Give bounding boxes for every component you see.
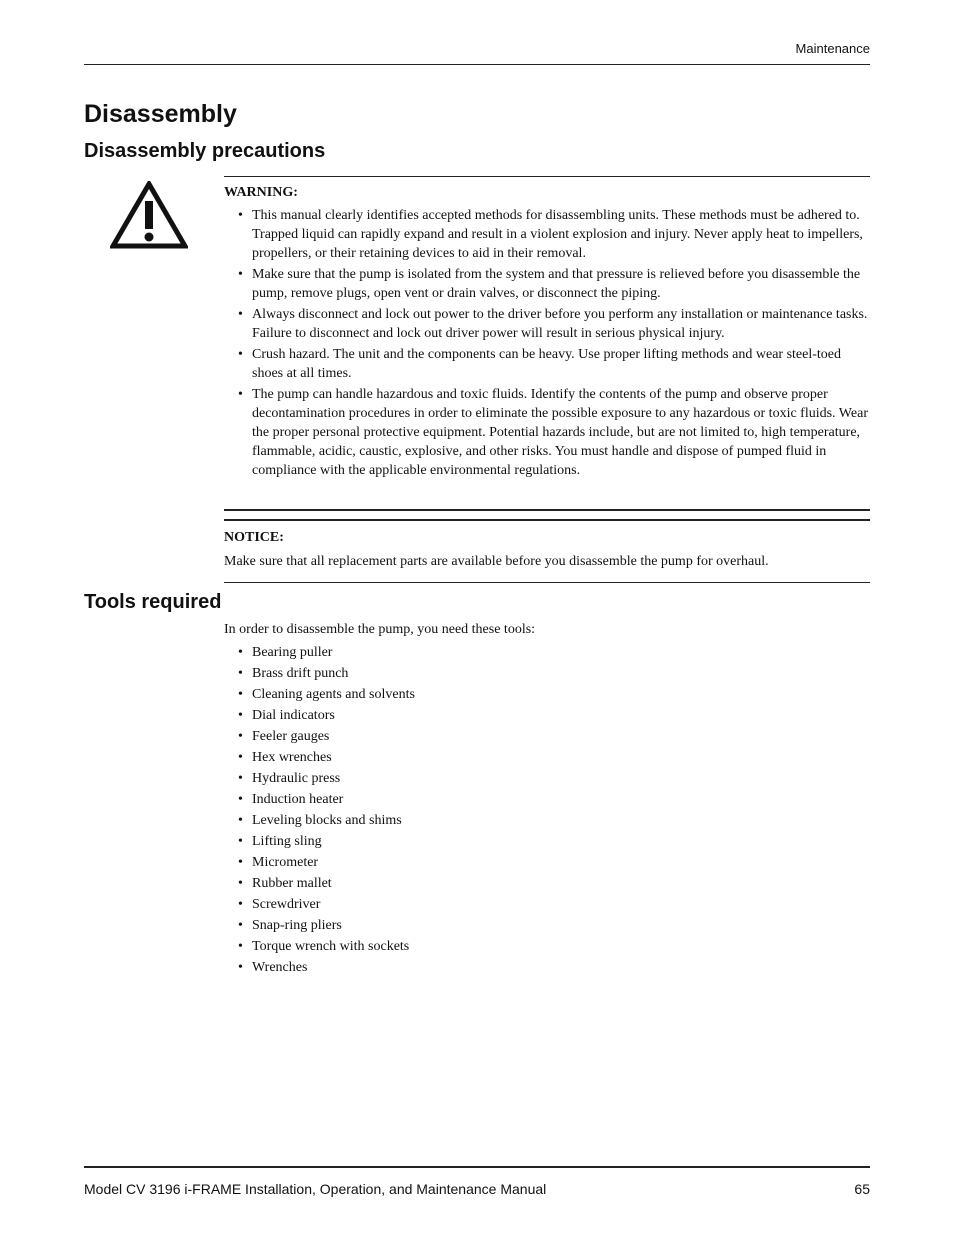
warning-item: • The pump can handle hazardous and toxic fluids. Identify the contents of the pump and observe proper decontamination procedures in order to eliminate the possible exposure to any hazardous or toxic fluids. Wear the proper personal protective equipment. Potential hazards include, but are not limited to, high temperature, flammable, acidic, caustic, explosive, and other risks. You must handle and dispose of pumped fluid in compliance with the applicable environmental regulations. [224, 385, 870, 480]
warning-list [224, 206, 870, 482]
warning-item: • Make sure that the pump is isolated from the system and that pressure is relieved before you disassemble the pump, remove plugs, open vent or drain valves, or disconnect the piping. [224, 265, 870, 303]
running-header: Maintenance [795, 41, 870, 56]
tool-item: • Screwdriver [224, 895, 824, 914]
notice-bottom-rule [224, 582, 870, 583]
notice-top-rule [224, 519, 870, 521]
warning-top-rule [224, 176, 870, 177]
footer-divider [84, 1166, 870, 1168]
precautions-heading: Disassembly precautions [84, 140, 326, 162]
warning-item: • Always disconnect and lock out power to the driver before you perform any installation or maintenance tasks. Failure to disconnect and lock out driver power will result in serious physical injury. [224, 305, 870, 343]
notice-label: NOTICE: [224, 530, 284, 545]
tool-item: • Bearing puller [224, 643, 824, 662]
tool-item: • Rubber mallet [224, 874, 824, 893]
tool-item: • Micrometer [224, 853, 824, 872]
footer-manual-title: Model CV 3196 i-FRAME Installation, Operation, and Maintenance Manual [84, 1181, 547, 1197]
tool-item: • Brass drift punch [224, 664, 824, 683]
tools-heading: Tools required [84, 591, 222, 613]
header-divider [84, 64, 870, 65]
tool-item: • Induction heater [224, 790, 824, 809]
tool-item: • Feeler gauges [224, 727, 824, 746]
tool-item: • Hydraulic press [224, 769, 824, 788]
warning-triangle-icon [110, 181, 188, 249]
tools-intro: In order to disassemble the pump, you need these tools: [224, 622, 536, 637]
page-title: Disassembly [84, 100, 237, 128]
warning-bottom-rule [224, 509, 870, 511]
warning-item: • Crush hazard. The unit and the components can be heavy. Use proper lifting methods and wear steel-toed shoes at all times. [224, 345, 870, 383]
warning-item: • This manual clearly identifies accepted methods for disassembling units. These methods must be adhered to. Trapped liquid can rapidly expand and result in a violent explosion and injury. Never apply heat to impellers, propellers, or their retaining devices to aid in their removal. [224, 206, 870, 263]
page-number: 65 [854, 1181, 870, 1197]
tool-item: • Hex wrenches [224, 748, 824, 767]
tool-item: • Cleaning agents and solvents [224, 685, 824, 704]
tool-item: • Dial indicators [224, 706, 824, 725]
warning-label: WARNING: [224, 185, 298, 200]
tool-item: • Lifting sling [224, 832, 824, 851]
tool-item: • Snap-ring pliers [224, 916, 824, 935]
tools-list [224, 643, 824, 979]
tool-item: • Wrenches [224, 958, 824, 977]
notice-text: Make sure that all replacement parts are available before you disassemble the pump for overhaul. [224, 554, 769, 569]
tool-item: • Leveling blocks and shims [224, 811, 824, 830]
tool-item: • Torque wrench with sockets [224, 937, 824, 956]
